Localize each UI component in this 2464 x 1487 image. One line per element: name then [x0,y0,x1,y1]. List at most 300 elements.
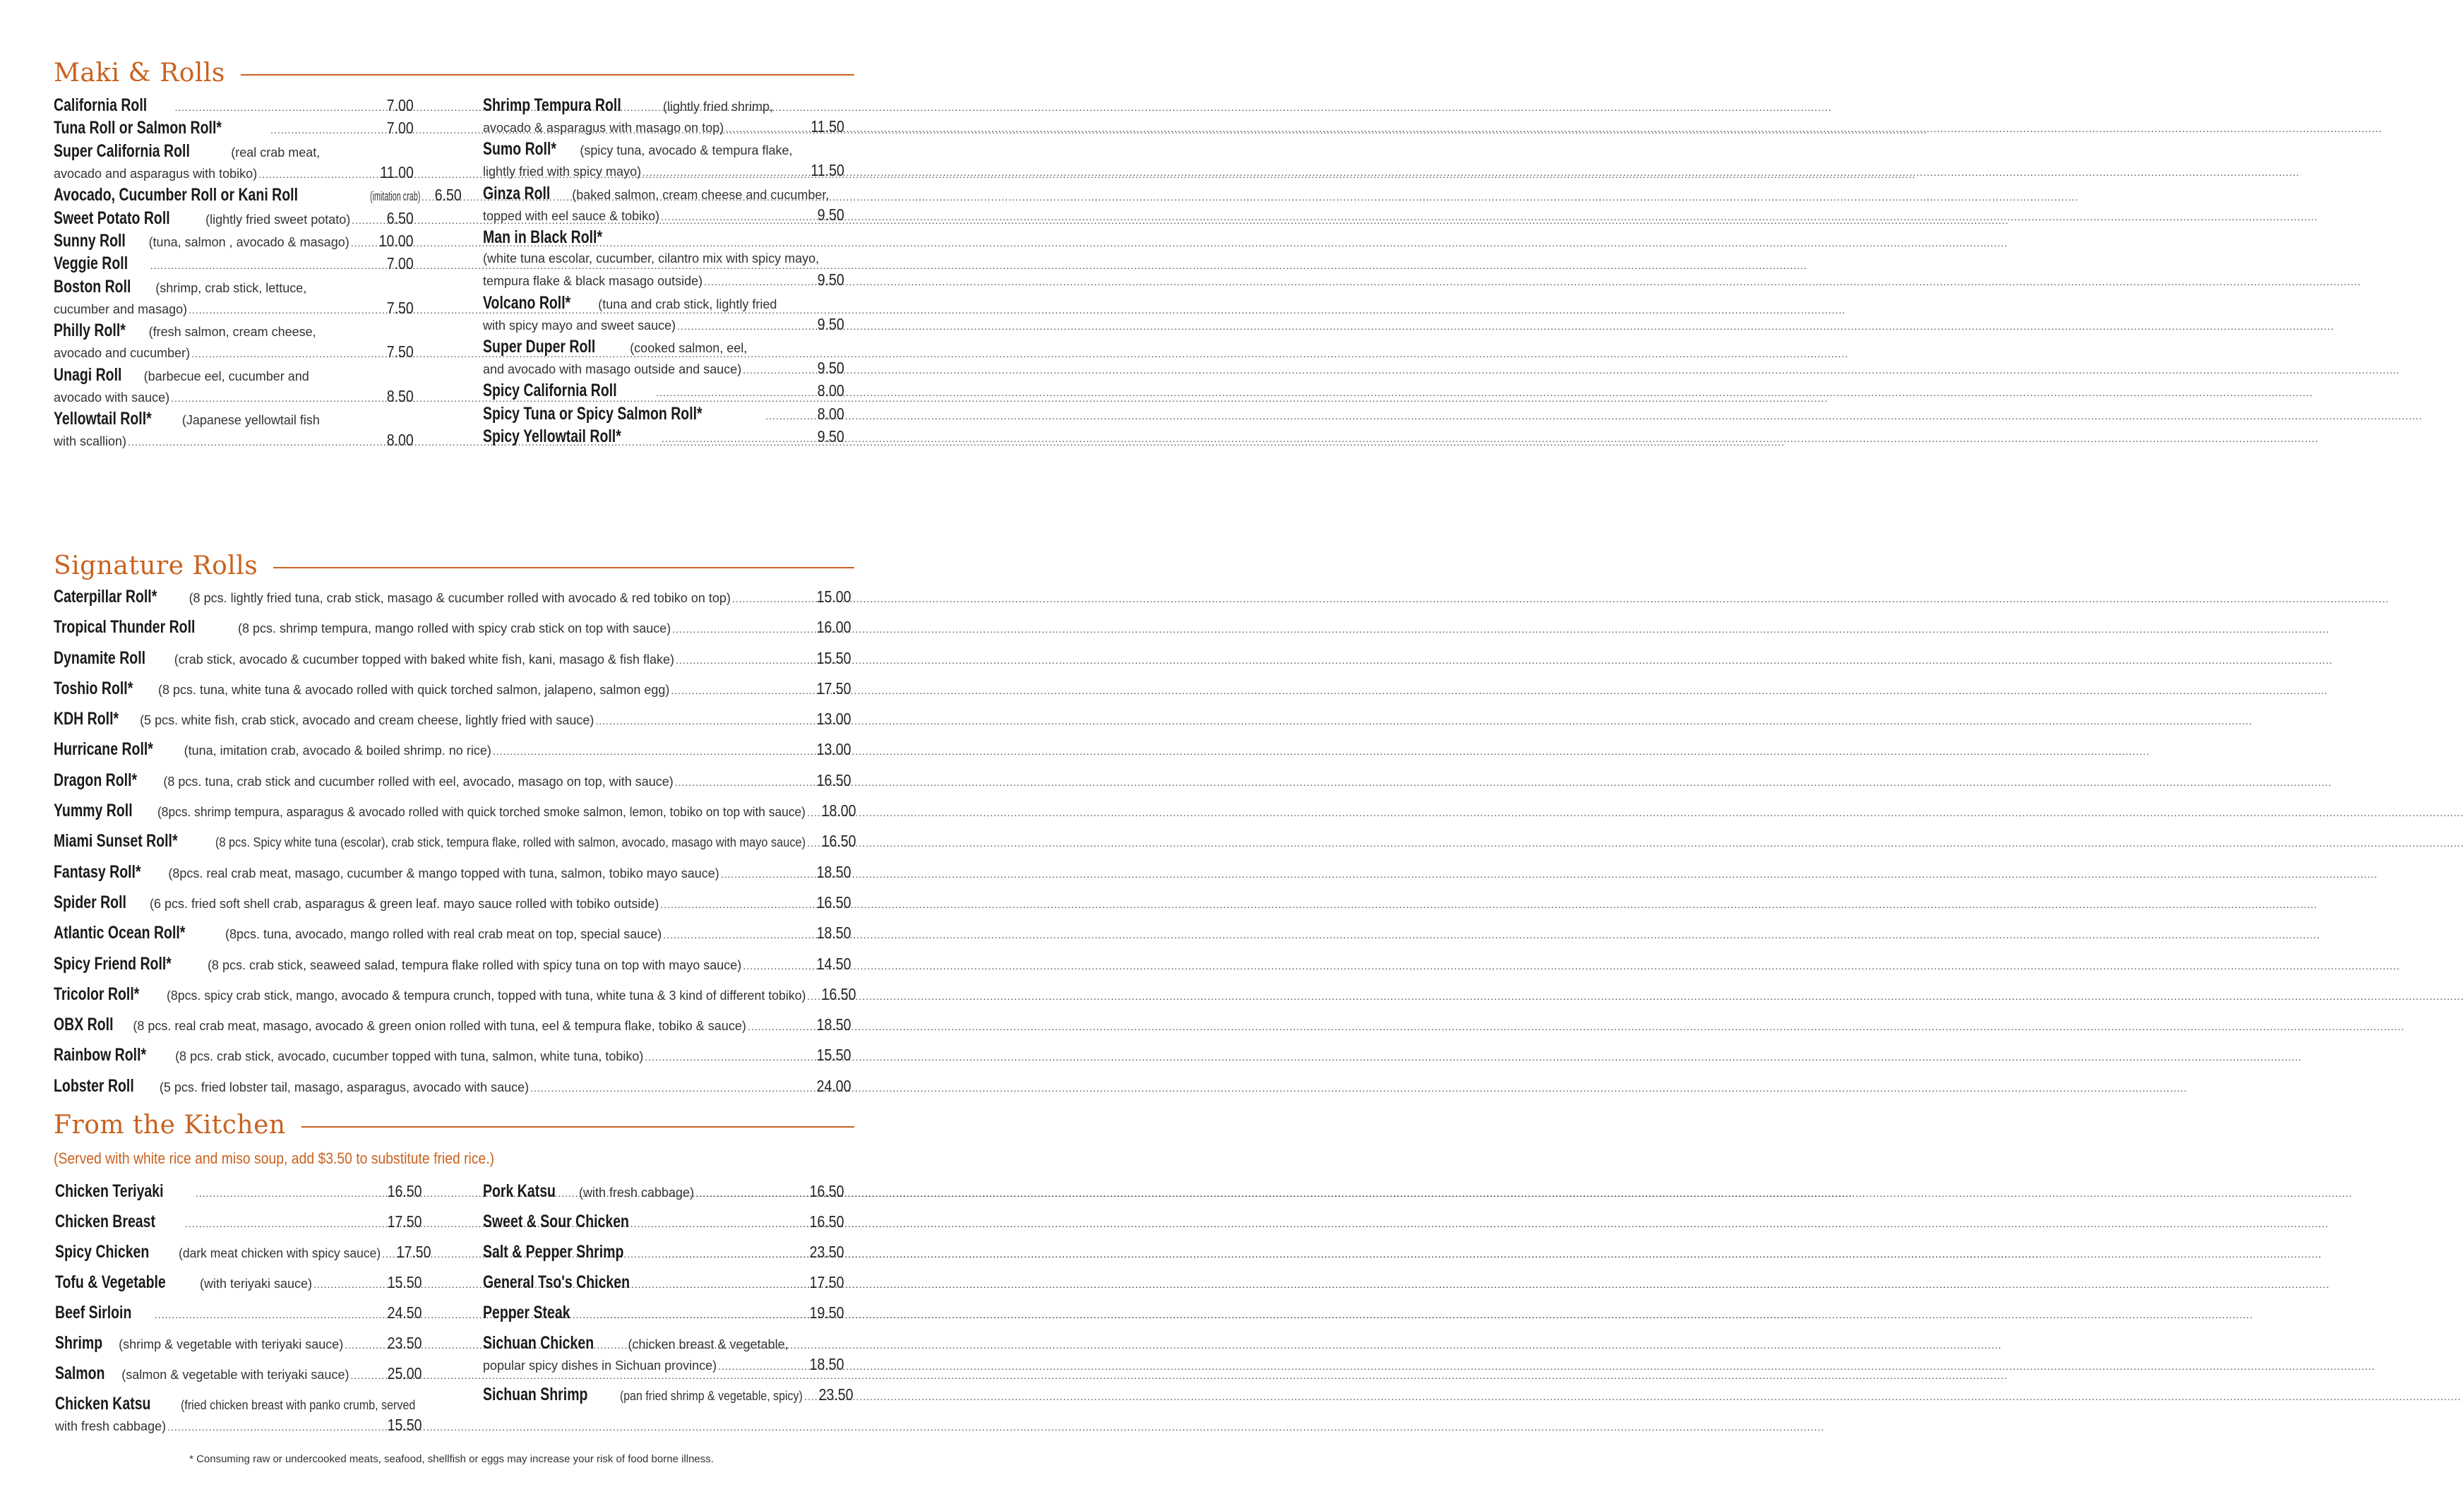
item-line [483,1211,844,1232]
item-name-wrap [55,1363,119,1387]
leader-dots [807,832,814,854]
item-price: 18.50 [817,862,851,881]
item-name: Salmon [55,1363,105,1383]
item-name: Man in Black Roll* [483,227,603,248]
menu-item [483,426,844,447]
menu-item [483,403,844,424]
item-price: 16.50 [821,984,856,1003]
item-price: 18.50 [817,1015,851,1034]
item-price: 9.50 [817,205,844,224]
item-line [483,357,844,378]
item-line [55,1393,422,1414]
item-line [483,183,844,204]
leader-dots [704,271,811,292]
section-rule [301,1126,854,1128]
footnote: * Consuming raw or undercooked meats, seafood, shellfish or eggs may increase your risk of food borne illness. [189,1453,714,1465]
item-name: Tropical Thunder Roll [54,617,196,638]
maki-right-column [483,95,844,449]
item-name-wrap [483,380,654,404]
item-price: 16.50 [817,770,851,789]
item-name-wrap [54,647,172,671]
item-desc: lightly fried with spicy mayo) [483,165,642,179]
item-desc: topped with eel sauce & tobiko) [483,208,660,223]
item-price: 16.50 [817,892,851,912]
item-line [54,922,851,943]
item-line [483,138,844,160]
item-line [483,248,844,269]
menu-item [54,861,851,883]
item-name: Tofu & Vegetable [55,1272,166,1292]
item-line [54,586,851,607]
item-name: Spicy Friend Roll* [54,953,172,974]
item-name: Beef Sirloin [55,1303,132,1322]
item-desc: (6 pcs. fried soft shell crab, asparagus & green leaf. mayo sauce rolled with tobiko outside) [149,896,659,911]
item-line [483,1272,844,1293]
item-line [55,1332,422,1354]
menu-item [55,1332,422,1354]
section-rule [241,74,854,76]
item-line [54,647,851,669]
item-desc: (fried chicken breast with panko crumb, served [180,1398,415,1412]
item-price: 11.50 [811,161,844,180]
item-name-wrap [55,1302,153,1326]
item-desc: (8pcs. shrimp tempura, asparagus & avocado rolled with quick torched smoke salmon, lemon, tobiko on top with sauce) [157,805,806,820]
leader-dots [150,255,381,276]
leader-dots [725,118,803,139]
item-line [54,861,851,883]
item-price: 15.50 [388,1416,422,1434]
item-desc: (baked salmon, cream cheese and cucumber, [572,187,830,202]
item-line [483,116,844,137]
menu-item [54,253,414,274]
item-name: Ginza Roll [483,183,551,203]
item-price: 7.00 [386,254,414,273]
item-price: 15.50 [817,1046,851,1065]
leader-dots [807,802,814,823]
item-line [54,678,851,699]
item-line [54,616,851,638]
leader-dots [350,1365,380,1386]
item-name-wrap [483,292,595,316]
item-name: Sunny Roll [54,230,126,251]
item-name: Avocado, Cucumber Roll or Kani Roll [54,185,298,205]
leader-dots [270,119,381,141]
item-price: 7.50 [386,298,414,317]
item-name: Shrimp Tempura Roll [483,95,621,115]
item-desc: avocado and cucumber) [54,346,191,361]
item-line [483,403,844,424]
item-name-wrap [54,708,137,732]
menu-item [54,95,414,116]
item-desc: (with teriyaki sauce) [199,1277,312,1291]
item-name: Spider Roll [54,892,126,912]
item-desc: (white tuna escolar, cucumber, cilantro mix with spicy mayo, [483,251,820,266]
item-name-wrap [54,276,152,300]
menu-item [55,1302,422,1323]
item-name-wrap [54,230,146,254]
item-price: 19.50 [810,1303,844,1322]
item-name-wrap [483,1181,576,1205]
item-desc: and avocado with masago outside and sauce) [483,362,742,376]
leader-dots [732,588,810,609]
item-name-wrap [55,1211,184,1235]
section-title-signature: Signature Rolls [54,551,258,580]
item-line [54,800,856,821]
item-price: 9.50 [817,270,844,289]
item-price: 7.50 [386,342,414,362]
item-name-wrap [54,739,181,763]
leader-dots [718,1356,802,1377]
item-line [483,1302,844,1323]
menu-item [54,141,414,183]
item-name-wrap [483,183,569,207]
item-line [54,892,851,913]
item-name: Toshio Roll* [54,678,133,698]
item-desc: avocado & asparagus with masago on top) [483,121,724,135]
item-line [55,1181,422,1202]
item-desc: (lightly fried sweet potato) [205,212,351,227]
menu-item [54,117,414,138]
item-desc: (8 pcs. crab stick, seaweed salad, tempura flake rolled with spicy tuna on top with mayo sauce) [207,957,742,972]
item-name: Hurricane Roll* [54,739,153,760]
item-name-wrap [54,861,165,885]
item-name: Spicy Tuna or Spicy Salmon Roll* [483,403,702,424]
item-desc: with fresh cabbage) [55,1419,167,1433]
item-name: Miami Sunset Roll* [54,831,178,852]
item-line [483,313,844,335]
section-title-maki: Maki & Rolls [54,58,225,88]
leader-dots [313,1274,380,1295]
item-name: California Roll [54,95,148,115]
item-name: Tuna Roll or Salmon Roll* [54,118,222,138]
item-line [54,984,856,1005]
item-line [54,208,414,229]
item-price: 9.50 [817,427,844,446]
item-name: Sichuan Chicken [483,1333,594,1353]
menu-item [54,953,851,974]
item-name: Spicy Yellowtail Roll* [483,426,621,447]
menu-item [54,830,856,852]
menu-item [54,208,414,229]
item-line [54,1075,851,1097]
item-desc: (tuna, salmon , avocado & masago) [148,234,349,249]
item-desc: (shrimp, crab stick, lettuce, [155,280,307,295]
item-name: General Tso's Chicken [483,1272,630,1292]
item-name-wrap [54,95,173,119]
item-name: Rainbow Roll* [54,1045,147,1065]
leader-dots [695,1183,802,1204]
item-price: 15.50 [817,648,851,667]
menu-item [483,380,844,401]
item-name: Sichuan Shrimp [483,1385,588,1404]
menu-item [54,1075,851,1097]
menu-item [483,227,844,290]
section-heading-signature [54,548,854,583]
item-line [483,95,844,116]
menu-item [54,708,851,729]
item-desc: (8 pcs. real crab meat, masago, avocado & green onion rolled with tuna, eel & tempura flake, tobiko & sauce) [133,1019,746,1034]
item-price: 7.00 [386,96,414,114]
section-heading-kitchen [54,1107,854,1142]
menu-item [483,138,844,181]
leader-dots [663,924,809,945]
menu-item [483,1181,844,1202]
menu-item [54,408,414,450]
item-price: 8.00 [817,404,844,423]
menu-item [54,800,856,821]
item-line [54,95,414,116]
menu-item [54,230,414,251]
menu-item [54,770,851,791]
item-desc: (fresh salmon, cream cheese, [148,325,316,340]
item-name: Boston Roll [54,276,131,297]
item-name-wrap [54,984,164,1008]
item-name: Dynamite Roll [54,647,146,668]
item-name-wrap [55,1272,197,1296]
item-name-wrap [54,770,160,794]
item-price: 13.00 [817,740,851,759]
item-name-wrap [54,408,179,432]
leader-dots [352,210,381,231]
item-desc: (imitation crab) [369,189,420,204]
item-price: 16.50 [810,1182,844,1200]
item-name: Spicy California Roll [483,381,617,401]
item-price: 23.50 [810,1243,844,1261]
leader-dots [189,299,381,321]
item-desc: (with fresh cabbage) [578,1186,695,1200]
item-price: 16.50 [388,1182,422,1200]
item-name: Atlantic Ocean Roll* [54,923,186,943]
item-name: Fantasy Roll* [54,861,141,882]
maki-left-column [54,95,462,452]
item-price: 24.00 [817,1076,851,1095]
item-name-wrap [54,892,147,916]
item-name-wrap [54,800,155,824]
item-desc: (real crab meat, [231,145,321,160]
item-name-wrap [483,1332,625,1356]
item-name-wrap [54,1014,130,1038]
leader-dots [671,680,809,701]
item-line [54,162,414,183]
section-heading-maki [54,55,854,90]
menu-item [54,276,414,318]
item-name: Sumo Roll* [483,139,557,160]
leader-dots [743,955,809,977]
item-name: Yummy Roll [54,801,133,821]
item-line [483,204,844,225]
item-name-wrap [55,1393,178,1417]
item-name: OBX Roll [54,1015,114,1035]
leader-dots [155,1304,381,1325]
item-name: Sweet Potato Roll [54,208,170,228]
menu-item [483,1241,844,1262]
item-price: 17.50 [817,679,851,698]
item-desc: (8pcs. real crab meat, masago, cucumber & mango topped with tuna, salmon, tobiko mayo sauce) [168,866,719,880]
item-name-wrap [54,141,228,165]
item-name-wrap [483,138,577,162]
menu-item [54,586,851,607]
item-desc: (salmon & vegetable with teriyaki sauce) [121,1368,349,1382]
menu-item [54,364,414,407]
leader-dots [530,1077,809,1099]
item-line [54,770,851,791]
leader-dots [765,405,811,426]
menu-item [54,984,856,1005]
item-name-wrap [55,1181,194,1205]
item-name: Yellowtail Roll* [54,408,152,429]
item-name: Super Duper Roll [483,336,596,357]
item-name-wrap [483,1211,670,1235]
item-name-wrap [483,403,764,427]
item-desc: tempura flake & black masago outside) [483,274,703,289]
item-desc: (Japanese yellowtail fish [181,412,320,427]
leader-dots [174,97,381,118]
item-name: Lobster Roll [54,1075,134,1096]
item-price: 9.50 [817,314,844,333]
item-desc: (8 pcs. crab stick, avocado, cucumber topped with tuna, salmon, white tuna, tobiko) [175,1049,644,1064]
menu-item [55,1241,431,1262]
kitchen-note: (Served with white rice and miso soup, add $3.50 to substitute fried rice.) [54,1149,495,1167]
item-price: 24.50 [388,1303,422,1322]
item-desc: (8 pcs. shrimp tempura, mango rolled with spicy crab stick on top with sauce) [237,621,671,636]
leader-dots [743,359,811,381]
item-desc: (8pcs. spicy crab stick, mango, avocado & tempura crunch, topped with tuna, white tuna & 3 kind of different tobiko) [166,988,806,1003]
item-name: Chicken Teriyaki [55,1181,164,1201]
item-line [54,297,414,318]
item-price: 16.50 [821,832,856,851]
item-desc: with scallion) [54,434,127,448]
item-desc: (crab stick, avocado & cucumber topped with baked white fish, kani, masago & fish flake) [174,652,675,667]
item-price: 14.50 [817,954,851,973]
item-price: 9.50 [817,358,844,377]
menu-item [55,1181,422,1202]
item-price: 11.00 [380,162,414,181]
item-line [54,429,414,450]
item-name-wrap [54,1075,157,1099]
item-name-wrap [483,1384,617,1408]
menu-item [483,336,844,378]
menu-item [55,1363,422,1384]
item-name-wrap [54,1044,172,1068]
item-name: Philly Roll* [54,321,126,341]
menu-item [483,1272,844,1293]
leader-dots [596,1304,802,1325]
item-line [54,408,414,429]
leader-dots [351,232,372,253]
item-price: 8.00 [817,381,844,400]
item-name: Veggie Roll [54,253,128,274]
leader-dots [167,1416,380,1438]
leader-dots [185,1213,380,1234]
menu-item [483,95,844,137]
item-name: Unagi Roll [54,364,122,385]
item-line [483,292,844,313]
menu-item [483,1211,844,1232]
item-desc: (tuna, imitation crab, avocado & boiled shrimp. no rice) [184,744,491,758]
item-price: 17.50 [388,1212,422,1231]
item-price: 25.00 [388,1364,422,1383]
menu-item [55,1393,422,1435]
item-line [55,1241,431,1262]
item-price: 17.50 [396,1243,431,1261]
item-name-wrap [54,253,149,277]
menu-item [54,320,414,362]
leader-dots [196,1183,381,1204]
item-price: 18.50 [810,1355,844,1373]
item-price: 15.00 [817,587,851,606]
item-desc: (spicy tuna, avocado & tempura flake, [580,143,793,158]
menu-item [54,678,851,699]
item-line [54,1044,851,1065]
item-desc: (dark meat chicken with spicy sauce) [178,1246,381,1260]
item-desc: (8 pcs. tuna, crab stick and cucumber rolled with eel, avocado, masago on top, with sauce) [163,774,674,789]
item-price: 10.00 [379,231,414,250]
item-desc: (8pcs. tuna, avocado, mango rolled with real crab meat on top, special sauce) [225,927,662,942]
item-line [54,739,851,760]
item-price: 18.50 [817,924,851,943]
item-line [54,230,414,251]
item-name: Shrimp [55,1333,103,1353]
leader-dots [656,382,811,403]
item-line [55,1363,422,1384]
item-line [483,1354,844,1375]
item-name: Dragon Roll* [54,770,138,790]
item-name: Tricolor Roll* [54,984,140,1004]
item-desc: (cooked salmon, eel, [630,340,748,355]
leader-dots [645,1046,809,1068]
item-line [54,953,851,974]
item-name: Pork Katsu [483,1181,556,1201]
item-name-wrap [55,1332,116,1356]
item-line [55,1302,422,1323]
item-line [483,380,844,401]
item-line [54,708,851,729]
item-name-wrap [54,830,213,854]
section-title-kitchen: From the Kitchen [54,1110,286,1140]
leader-dots [675,772,810,793]
item-line [54,341,414,362]
item-name: Super California Roll [54,141,190,161]
item-name-wrap [55,1241,176,1265]
leader-dots [642,162,803,183]
leader-dots [671,1213,802,1234]
item-name: Salt & Pepper Shrimp [483,1242,624,1262]
item-price: 6.50 [386,208,414,227]
item-line [483,1384,854,1405]
leader-dots [421,186,429,208]
item-price: 6.50 [434,186,462,205]
item-price: 23.50 [818,1385,854,1404]
item-line [483,227,844,248]
menu-item [483,183,844,225]
item-name-wrap [483,426,660,450]
item-name: Spicy Chicken [55,1242,150,1262]
item-desc: (lightly fried shrimp, [662,100,773,114]
leader-dots [493,741,810,762]
item-name-wrap [54,208,203,232]
leader-dots [660,894,809,915]
item-price: 13.00 [817,710,851,729]
item-desc: with spicy mayo and sweet sauce) [483,318,676,333]
leader-dots [748,1016,810,1037]
item-desc: (8 pcs. Spicy white tuna (escolar), crab stick, tempura flake, rolled with salmon, avocado, masago with mayo sauce) [215,835,806,850]
leader-dots [673,1274,803,1295]
item-price: 7.00 [386,119,414,138]
leader-dots [382,1243,389,1265]
leader-dots [171,388,381,409]
item-price: 8.00 [386,430,414,449]
item-line [54,117,414,138]
